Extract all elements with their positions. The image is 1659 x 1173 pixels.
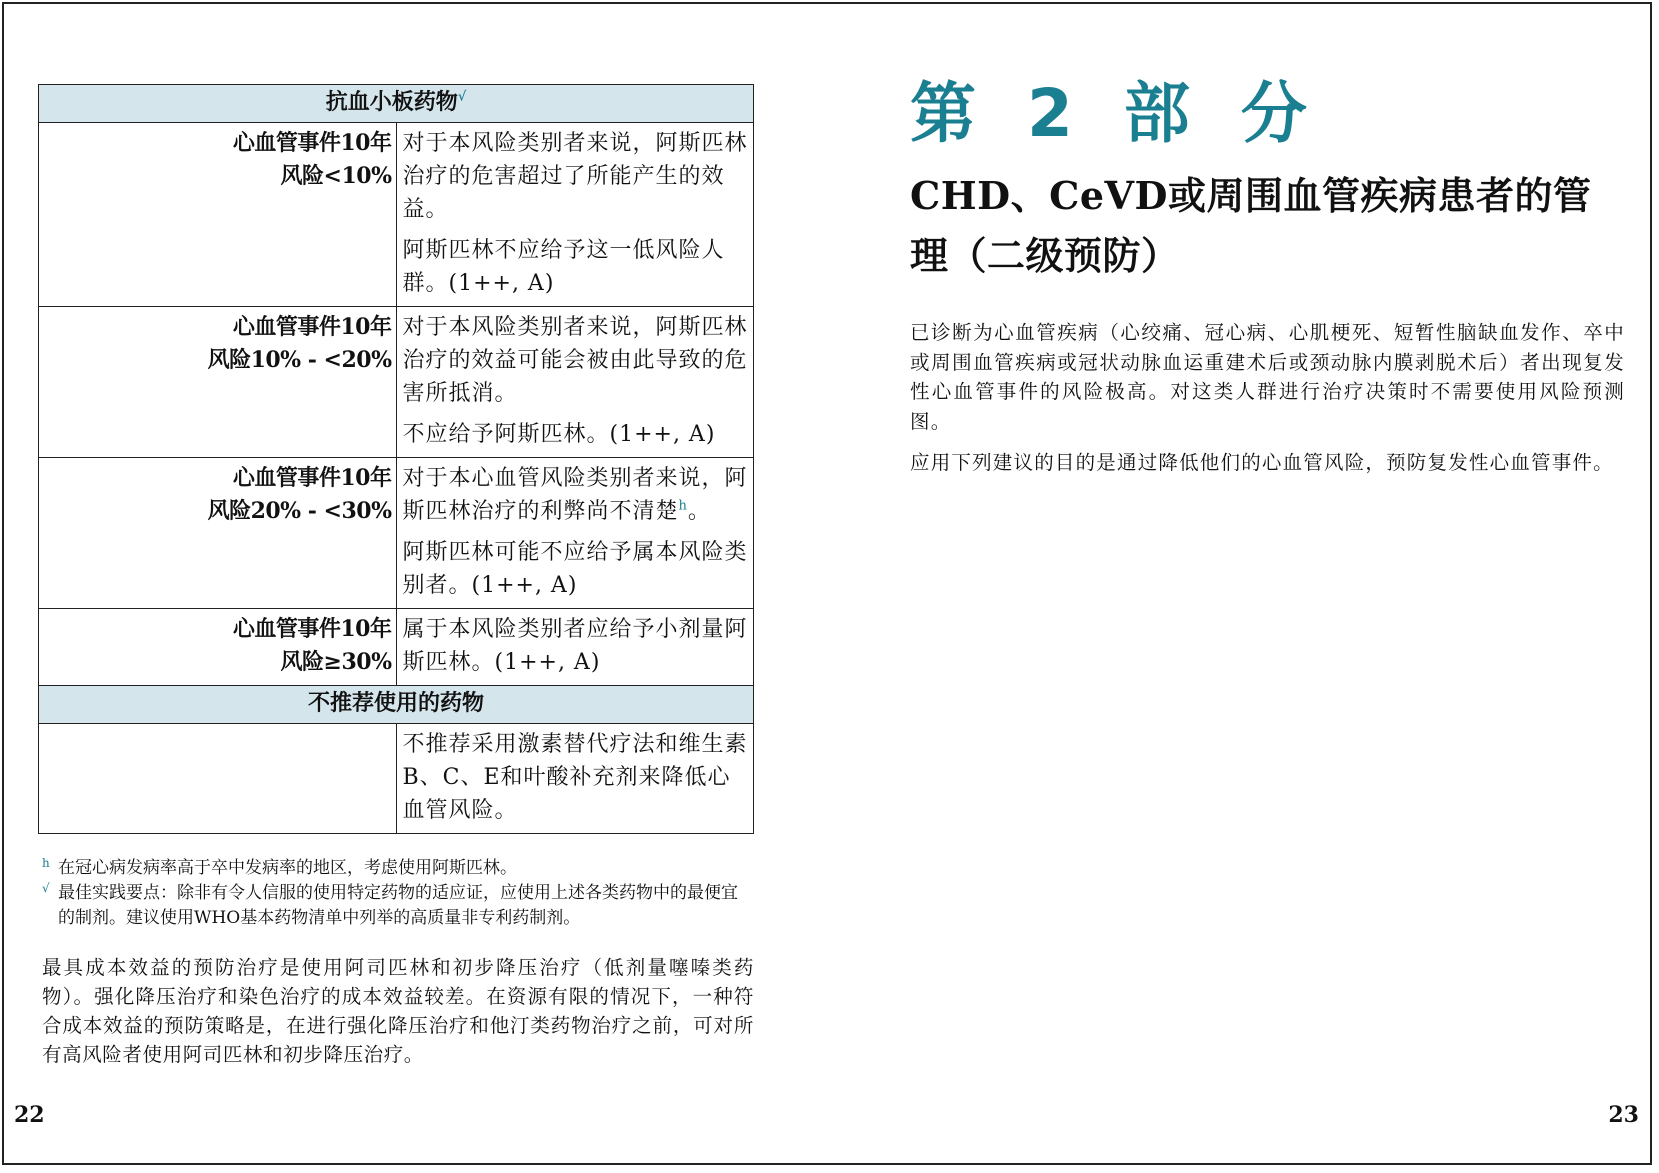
footnote-text: 在冠心病发病率高于卒中发病率的地区，考虑使用阿斯匹林。: [58, 858, 517, 878]
risk-category-label: [39, 123, 397, 307]
recommendation-grade: 阿斯匹林不应给予这一低风险人群。(1++, A): [402, 238, 725, 296]
recommendation-text: [403, 462, 752, 528]
page-number-right: 23: [1608, 1102, 1639, 1128]
page-number-left: 22: [14, 1102, 45, 1128]
recommendation-cell: [396, 458, 754, 609]
table-row: [39, 123, 754, 307]
footnote-ref-h: h: [678, 498, 688, 514]
empty-label-cell: [39, 724, 397, 834]
table-header-not-recommended: 不推荐使用的药物: [39, 686, 754, 724]
footnote-text: 最佳实践要点：除非有令人信服的使用特定药物的适应证，应使用上述各类药物中的最便宜的制剂。建议使用WHO基本药物清单中列举的高质量非专利药制剂。: [58, 883, 738, 928]
footnote-h: [42, 856, 754, 881]
footnote-best-practice: [42, 881, 754, 931]
risk-category-label: [39, 307, 397, 458]
risk-label-line2: 风险≥30%: [280, 649, 392, 675]
recommendation-text: 对于本风险类别者来说，阿斯匹林治疗的效益可能会被由此导致的危害所抵消。: [402, 315, 748, 406]
intro-text: [910, 318, 1625, 478]
table-row: [39, 724, 754, 834]
intro-paragraph: 已诊断为心血管疾病（心绞痛、冠心病、心肌梗死、短暂性脑缺血发作、卒中或周围血管疾病或冠状动脉血运重建术后或颈动脉内膜剥脱术后）者出现复发性心血管事件的风险极高。对这类人群进行治疗决策时不需要使用风险预测图。: [910, 321, 1625, 433]
table-row: [39, 609, 754, 686]
footnotes: [38, 856, 754, 931]
recommendation-cell: [396, 307, 754, 458]
recommendation-cell: [396, 123, 754, 307]
risk-category-label: [39, 609, 397, 686]
risk-label-line1: 心血管事件10年: [232, 465, 392, 491]
table-header-antiplatelet: [39, 85, 754, 123]
risk-label-line2: 风险10% - <20%: [207, 347, 392, 373]
recommendations-table: [38, 84, 754, 834]
recommendation-grade: 阿斯匹林可能不应给予属本风险类别者。(1++, A): [402, 540, 748, 598]
recommendation-text: 属于本风险类别者应给予小剂量阿斯匹林。(1++, A): [402, 617, 748, 675]
recommendation-text-end: 。: [687, 499, 711, 524]
footnote-mark: h: [42, 856, 50, 870]
left-page: [38, 84, 754, 1069]
footnote-mark: √: [42, 881, 50, 895]
risk-label-line1: 心血管事件10年: [232, 130, 392, 156]
best-practice-mark: √: [457, 89, 467, 105]
recommendation-cell: [396, 609, 754, 686]
right-page: [910, 74, 1625, 490]
intro-paragraph: 应用下列建议的目的是通过降低他们的心血管风险，预防复发性心血管事件。: [910, 451, 1614, 474]
section-title: CHD、CeVD或周围血管疾病患者的管理（二级预防）: [910, 173, 1592, 278]
risk-label-line2: 风险20% - <30%: [207, 498, 392, 524]
risk-category-label: [39, 458, 397, 609]
table-row: [39, 458, 754, 609]
recommendation-text: 对于本风险类别者来说，阿斯匹林治疗的危害超过了所能产生的效益。: [402, 131, 748, 222]
risk-label-line1: 心血管事件10年: [232, 616, 392, 642]
recommendation-grade: 不应给予阿斯匹林。(1++, A): [402, 422, 716, 447]
summary-paragraph: 最具成本效益的预防治疗是使用阿司匹林和初步降压治疗（低剂量噻嗪类药物）。强化降压治疗和染色治疗的成本效益较差。在资源有限的情况下，一种符合成本效益的预防策略是，在进行强化降压治疗和他汀类药物治疗之前，可对所有高风险者使用阿司匹林和初步降压治疗。: [42, 956, 754, 1066]
table-row: [39, 307, 754, 458]
antiplatelet-heading: 抗血小板药物: [325, 89, 458, 115]
not-recommended-text: 不推荐采用激素替代疗法和维生素B、C、E和叶酸补充剂来降低心血管风险。: [396, 724, 754, 834]
risk-label-line2: 风险<10%: [280, 163, 392, 189]
risk-label-line1: 心血管事件10年: [232, 314, 392, 340]
recommendation-text-main: 对于本心血管风险类别者来说，阿斯匹林治疗的利弊尚不清楚: [402, 466, 748, 524]
part-title: 第 2 部 分: [910, 75, 1321, 152]
